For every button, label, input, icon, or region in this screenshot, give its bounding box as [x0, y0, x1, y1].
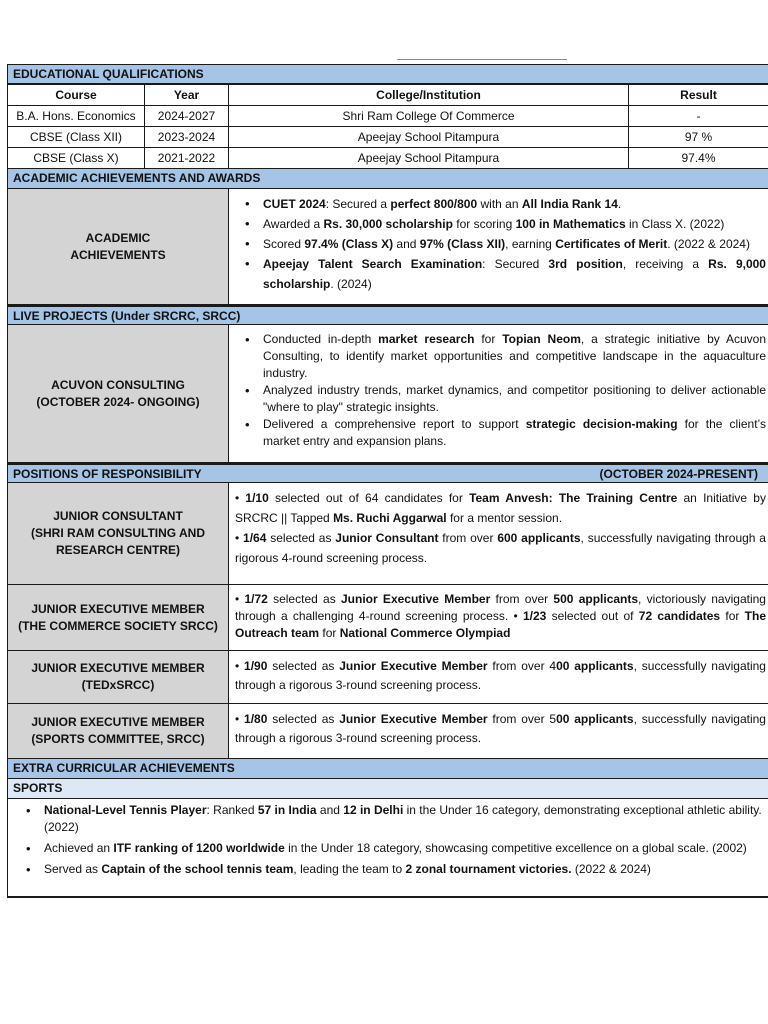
column-header: College/Institution [229, 85, 629, 106]
bold-text: 3rd position [548, 257, 623, 271]
bold-text: 100 in Mathematics [515, 217, 626, 231]
text: Conducted in-depth [263, 332, 379, 346]
text: in Class X. (2022) [625, 217, 725, 231]
bold-text: Ms. Ruchi Aggarwal [333, 511, 447, 525]
text: for [720, 609, 745, 623]
text: Delivered a comprehensive report to support [263, 417, 526, 431]
bold-text: Rs. 9,000 scholarship [263, 257, 766, 291]
header-underline [397, 59, 567, 60]
table-cell: 2021-2022 [145, 148, 229, 169]
table-row [8, 148, 768, 169]
bold-text: 72 candidates [638, 609, 721, 623]
column-header: Result [629, 85, 768, 106]
bold-text: 00 applicants [556, 659, 634, 673]
bold-text: Captain of the school tennis team [101, 862, 294, 876]
table-cell: CBSE (Class XII) [8, 127, 145, 148]
table-cell: 97.4% [629, 148, 768, 169]
list-item [263, 382, 766, 416]
label-line: (THE COMMERCE SOCIETY SRCC) [18, 618, 218, 633]
bold-text: Junior Executive Member [341, 592, 491, 606]
label-line: ACHIEVEMENTS [70, 247, 166, 262]
bold-text: All India Rank 14 [521, 197, 618, 211]
paragraph: • 1/90 selected as Junior Executive Member from over 400 applicants, successfully navigating through a rigorous 3-round screening process. [235, 659, 766, 692]
text: from over [438, 531, 498, 545]
education-header-row [8, 85, 768, 106]
resume-document [7, 64, 768, 898]
project-row [7, 325, 768, 463]
label-line: JUNIOR EXECUTIVE MEMBER [31, 661, 205, 675]
bold-text: 1/10 [245, 491, 269, 505]
text: for [474, 332, 503, 346]
table-cell: Shri Ram College Of Commerce [229, 106, 629, 127]
bold-text: 97% (Class XII) [419, 237, 506, 251]
position-content [229, 585, 768, 650]
section-heading-date: (OCTOBER 2024-PRESENT) [599, 467, 758, 481]
position-row-junior-consultant [7, 483, 768, 585]
label-line: (SPORTS COMMITTEE, SRCC) [31, 732, 205, 746]
column-header: Year [145, 85, 229, 106]
bold-text: 1/80 [244, 712, 268, 726]
text: for the client’s market entry and expansion plans. [263, 417, 766, 448]
text: selected as [267, 712, 340, 726]
section-heading-projects: LIVE PROJECTS (Under SRCRC, SRCC) [7, 305, 768, 325]
text: : Secured a [325, 197, 391, 211]
bold-text: The Outreach team [235, 609, 766, 640]
bold-text: Apeejay Talent Search Examination [263, 257, 483, 271]
education-table [7, 84, 768, 169]
text: . (2022 & 2024) [667, 237, 750, 251]
text: for a mentor session. [446, 511, 563, 525]
table-cell: B.A. Hons. Economics [8, 106, 145, 127]
position-row-commerce-society [7, 585, 768, 651]
position-label [8, 704, 229, 758]
bold-text: 2 zonal tournament victories. [405, 862, 572, 876]
bold-text: market research [378, 332, 475, 346]
table-cell: Apeejay School Pitampura [229, 148, 629, 169]
project-content [229, 325, 768, 462]
text: : Ranked [206, 803, 258, 817]
text: : Secured [482, 257, 549, 271]
text: Served as [44, 862, 102, 876]
list-item [263, 416, 766, 450]
section-heading-extra: EXTRA CURRICULAR ACHIEVEMENTS [7, 759, 768, 779]
bold-text: 1/23 [522, 609, 547, 623]
text: for [319, 626, 340, 640]
list-item [263, 254, 766, 294]
bold-text: Junior Consultant [335, 531, 439, 545]
bold-text: Junior Executive Member [339, 712, 488, 726]
bold-text: 600 applicants [497, 531, 581, 545]
text: , earning [505, 237, 556, 251]
text: , receiving a [622, 257, 709, 271]
table-cell: 2023-2024 [145, 127, 229, 148]
text: , leading the team to [293, 862, 406, 876]
academic-content [229, 189, 768, 304]
text: selected out of [546, 609, 639, 623]
label-line: RESEARCH CENTRE) [55, 543, 180, 557]
list-item [44, 802, 766, 836]
bold-text: CUET 2024 [263, 197, 326, 211]
text: from over [490, 592, 554, 606]
label-line: ACADEMIC [85, 230, 151, 245]
bold-text: Topian Neom [502, 332, 581, 346]
table-cell: Apeejay School Pitampura [229, 127, 629, 148]
text: . (2024) [330, 277, 372, 291]
label-line: JUNIOR CONSULTANT [53, 509, 183, 523]
position-label [8, 483, 229, 584]
bold-text: 00 applicants [556, 712, 634, 726]
text: with an [477, 197, 522, 211]
bold-text: Team Anvesh: The Training Centre [469, 491, 678, 505]
text: . [617, 197, 622, 211]
position-row-sports-committee [7, 704, 768, 759]
bold-text: 1/64 [243, 531, 267, 545]
bold-text: perfect 800/800 [390, 197, 478, 211]
academic-label [8, 189, 229, 304]
paragraph: • 1/80 selected as Junior Executive Member from over 500 applicants, successfully navigating through a rigorous 3-round screening process. [235, 712, 766, 745]
text: selected out of 64 candidates for [268, 491, 470, 505]
list-item [263, 331, 766, 382]
paragraph: • 1/72 selected as Junior Executive Member from over 500 applicants, victoriously navigating through a challenging 4-round screening process. • 1/23 selected out of 72 candidates for The Outreach team for National Commerce Olympiad [235, 592, 766, 640]
position-content [229, 483, 768, 584]
table-cell: 97 % [629, 127, 768, 148]
label-line: ACUVON CONSULTING [51, 377, 185, 392]
bold-text: Rs. 30,000 scholarship [323, 217, 453, 231]
text: , successfully navigating through a rigorous 3-round screening process. [235, 712, 766, 745]
text: for scoring [452, 217, 516, 231]
text: an Initiative by SRCRC || Tapped [235, 491, 766, 525]
table-cell: 2024-2027 [145, 106, 229, 127]
bold-text: 1/90 [244, 659, 268, 673]
text: , victoriously navigating through a challenging 4-round screening process. [235, 592, 766, 623]
list-item [44, 861, 766, 878]
text: selected as [267, 659, 340, 673]
text: in the Under 16 category, demonstrating exceptional athletic ability. (2022) [44, 803, 762, 834]
bold-text: strategic decision-making [525, 417, 678, 431]
text: and [393, 237, 420, 251]
text: from over 5 [487, 712, 557, 726]
text: selected as [266, 531, 336, 545]
subsection-heading-sports: SPORTS [7, 779, 768, 799]
bold-text: 1/72 [244, 592, 268, 606]
label-line: JUNIOR EXECUTIVE MEMBER [31, 601, 205, 616]
text: in the Under 18 category, showcasing competitive excellence on a global scale. (2002) [284, 841, 747, 855]
bold-text: Junior Executive Member [339, 659, 488, 673]
section-heading-positions [7, 463, 768, 483]
text: Scored [263, 237, 305, 251]
bold-text: 500 applicants [553, 592, 639, 606]
bold-text: 57 in India [257, 803, 317, 817]
text: Analyzed industry trends, market dynamics, and competitor positioning to deliver actionable "where to play" strategic insights. [263, 383, 766, 414]
academic-achievements-row [7, 189, 768, 305]
label-line: (TEDxSRCC) [81, 678, 155, 692]
sports-content [7, 799, 768, 898]
position-label [8, 585, 229, 650]
table-cell: - [629, 106, 768, 127]
paragraph: • 1/10 selected out of 64 candidates for Team Anvesh: The Training Centre an Initiative by SRCRC || Tapped Ms. Ruchi Aggarwal for a mentor session. [235, 491, 766, 525]
list-item [263, 214, 766, 234]
project-label [8, 325, 229, 462]
table-row [8, 127, 768, 148]
position-content [229, 704, 768, 758]
bold-text: National Commerce Olympiad [339, 626, 511, 640]
bold-text: ITF ranking of 1200 worldwide [113, 841, 285, 855]
table-cell: CBSE (Class X) [8, 148, 145, 169]
section-heading-academic: ACADEMIC ACHIEVEMENTS AND AWARDS [7, 169, 768, 189]
label-line: JUNIOR EXECUTIVE MEMBER [31, 715, 205, 729]
bold-text: 97.4% (Class X) [304, 237, 394, 251]
section-heading-text: POSITIONS OF RESPONSIBILITY [13, 467, 202, 481]
position-label [8, 651, 229, 703]
text: , successfully navigating through a rigorous 4-round screening process. [235, 531, 766, 565]
bold-text: 12 in Delhi [343, 803, 404, 817]
text: Achieved an [44, 841, 114, 855]
bold-text: Certificates of Merit [555, 237, 668, 251]
text: selected as [267, 592, 341, 606]
text: Awarded a [263, 217, 324, 231]
text: , a strategic initiative by Acuvon Consulting, to identify market opportunities and competitive landscape in the aquaculture industry. [263, 332, 767, 380]
column-header: Course [8, 85, 145, 106]
text: (2022 & 2024) [571, 862, 651, 876]
text: from over 4 [487, 659, 557, 673]
position-row-tedx [7, 651, 768, 704]
section-heading-education: EDUCATIONAL QUALIFICATIONS [7, 64, 768, 84]
paragraph: • 1/64 selected as Junior Consultant from over 600 applicants, successfully navigating through a rigorous 4-round screening process. [235, 531, 766, 565]
list-item [263, 194, 766, 214]
list-item [263, 234, 766, 254]
list-item [44, 840, 766, 857]
position-content [229, 651, 768, 703]
bold-text: National-Level Tennis Player [44, 803, 207, 817]
label-line: (OCTOBER 2024- ONGOING) [36, 394, 200, 409]
label-line: (SHRI RAM CONSULTING AND [31, 526, 205, 540]
text: , successfully navigating through a rigorous 3-round screening process. [235, 659, 766, 692]
text: and [316, 803, 344, 817]
table-row [8, 106, 768, 127]
